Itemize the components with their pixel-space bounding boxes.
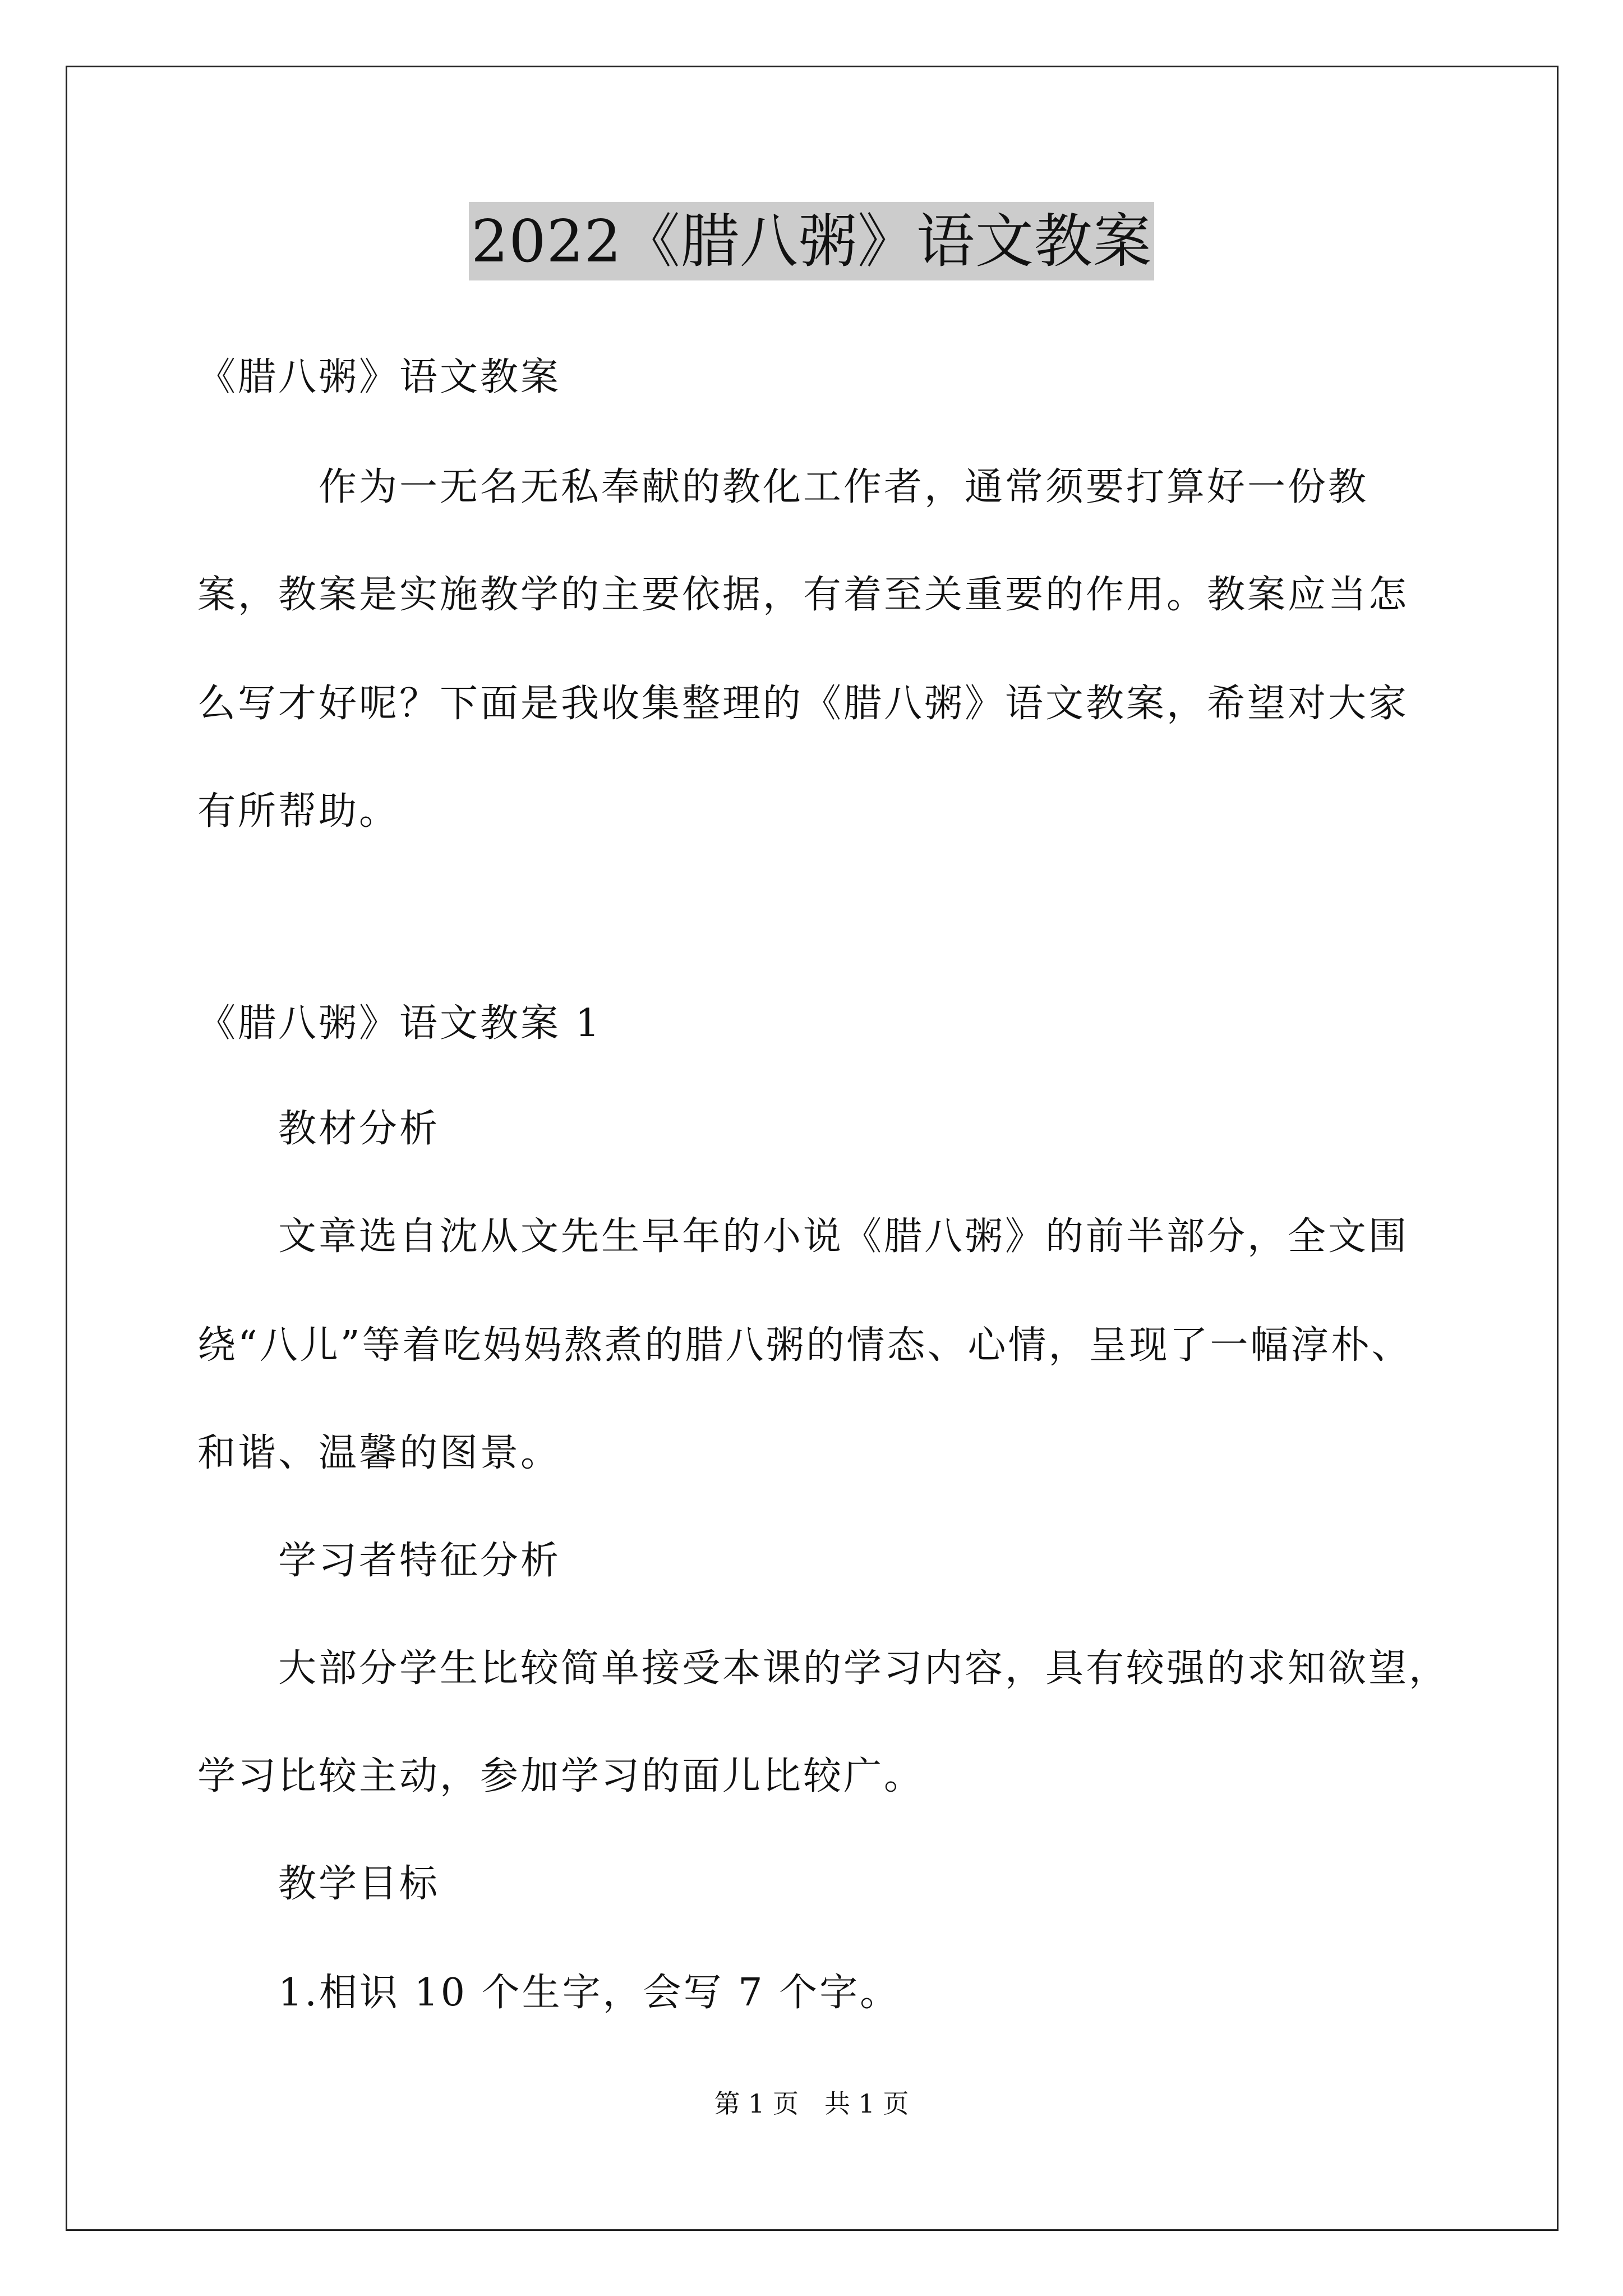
intro-line: 么写才好呢？下面是我收集整理的《腊八粥》语文教案，希望对大家	[197, 682, 1409, 726]
intro-line: 案，教案是实施教学的主要依据，有着至关重要的作用。教案应当怎	[197, 573, 1409, 617]
intro-line: 作为一无名无私奉献的教化工作者，通常须要打算好一份教	[197, 465, 1369, 509]
section-heading: 《腊八粥》语文教案 1	[197, 1001, 602, 1046]
title-container	[0, 202, 1623, 280]
learner-line: 大部分学生比较简单接受本课的学习内容，具有较强的求知欲望，	[197, 1646, 1450, 1691]
material-heading: 教材分析	[197, 1107, 440, 1151]
goals-heading: 教学目标	[197, 1862, 440, 1906]
document-subtitle: 《腊八粥》语文教案	[197, 355, 561, 399]
learner-line: 学习比较主动，参加学习的面儿比较广。	[197, 1754, 925, 1798]
goal-item: 1.相识 10 个生字，会写 7 个字。	[197, 1971, 901, 2015]
material-line: 和谐、温馨的图景。	[197, 1431, 561, 1475]
intro-line: 有所帮助。	[197, 789, 400, 834]
material-line: 文章选自沈从文先生早年的小说《腊八粥》的前半部分，全文围	[197, 1214, 1409, 1259]
document-title: 2022《腊八粥》语文教案	[469, 202, 1154, 280]
material-line: 绕“八儿”等着吃妈妈熬煮的腊八粥的情态、心情，呈现了一幅淳朴、	[197, 1323, 1412, 1368]
learner-heading: 学习者特征分析	[197, 1539, 561, 1583]
page-footer: 第 1 页 共 1 页	[714, 2088, 909, 2119]
